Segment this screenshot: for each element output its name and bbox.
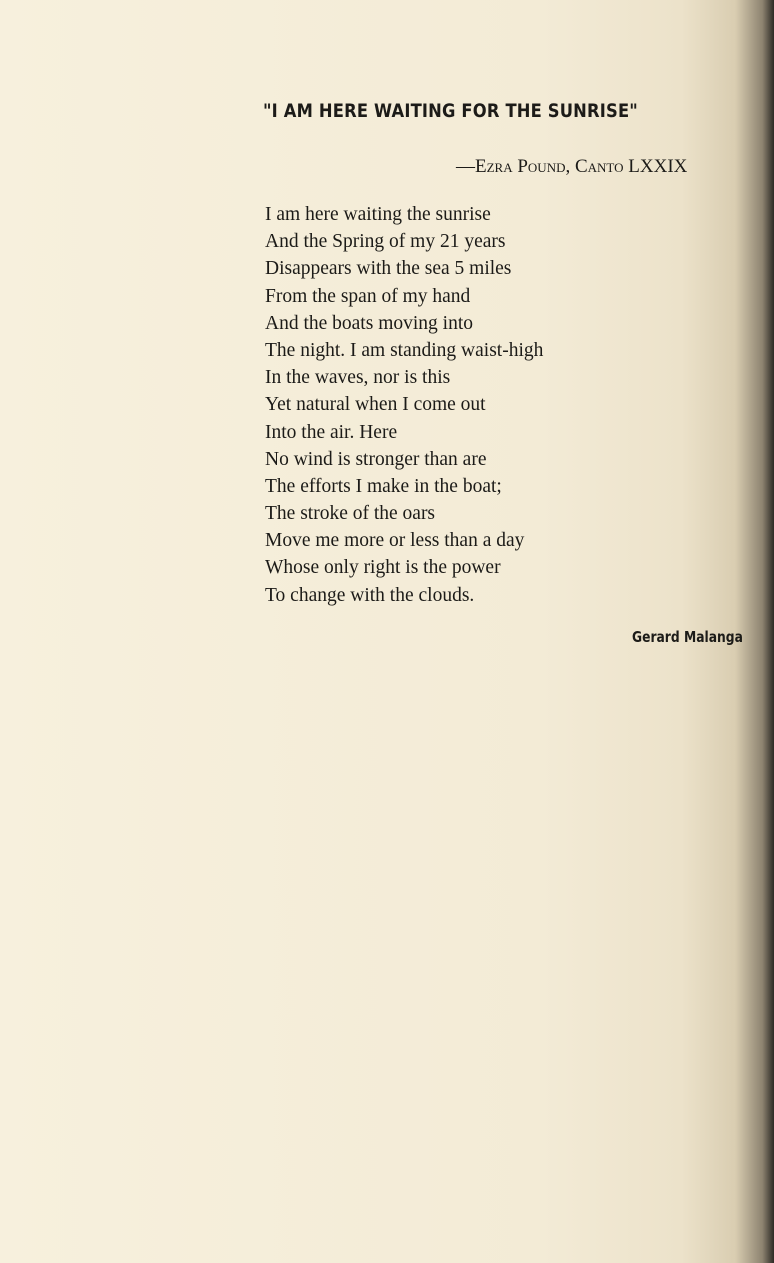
poem-line: To change with the clouds. [265,584,475,606]
author-name: Gerard Malanga [632,628,743,646]
poem-line: The night. I am standing waist-high [265,339,544,361]
poem-line: Disappears with the sea 5 miles [265,258,512,280]
poem-body [265,201,543,609]
poem-line: In the waves, nor is this [265,367,451,389]
poem-line: From the span of my hand [265,285,471,307]
poem-title: "I AM HERE WAITING FOR THE SUNRISE" [263,100,639,122]
poem-line: No wind is stronger than are [265,448,487,470]
poem-line: Whose only right is the power [265,557,501,579]
poem-line: The stroke of the oars [265,503,436,525]
poem-line: Move me more or less than a day [265,530,525,552]
poem-line: And the boats moving into [265,312,473,334]
epigraph-attribution: —Ezra Pound, Canto LXXIX [456,156,688,177]
poem-line: Yet natural when I come out [265,394,486,416]
poem-line: Into the air. Here [265,421,398,443]
poem-line: I am here waiting the sunrise [265,204,491,225]
poem-line: The efforts I make in the boat; [265,475,502,497]
poem-line: And the Spring of my 21 years [265,231,506,253]
